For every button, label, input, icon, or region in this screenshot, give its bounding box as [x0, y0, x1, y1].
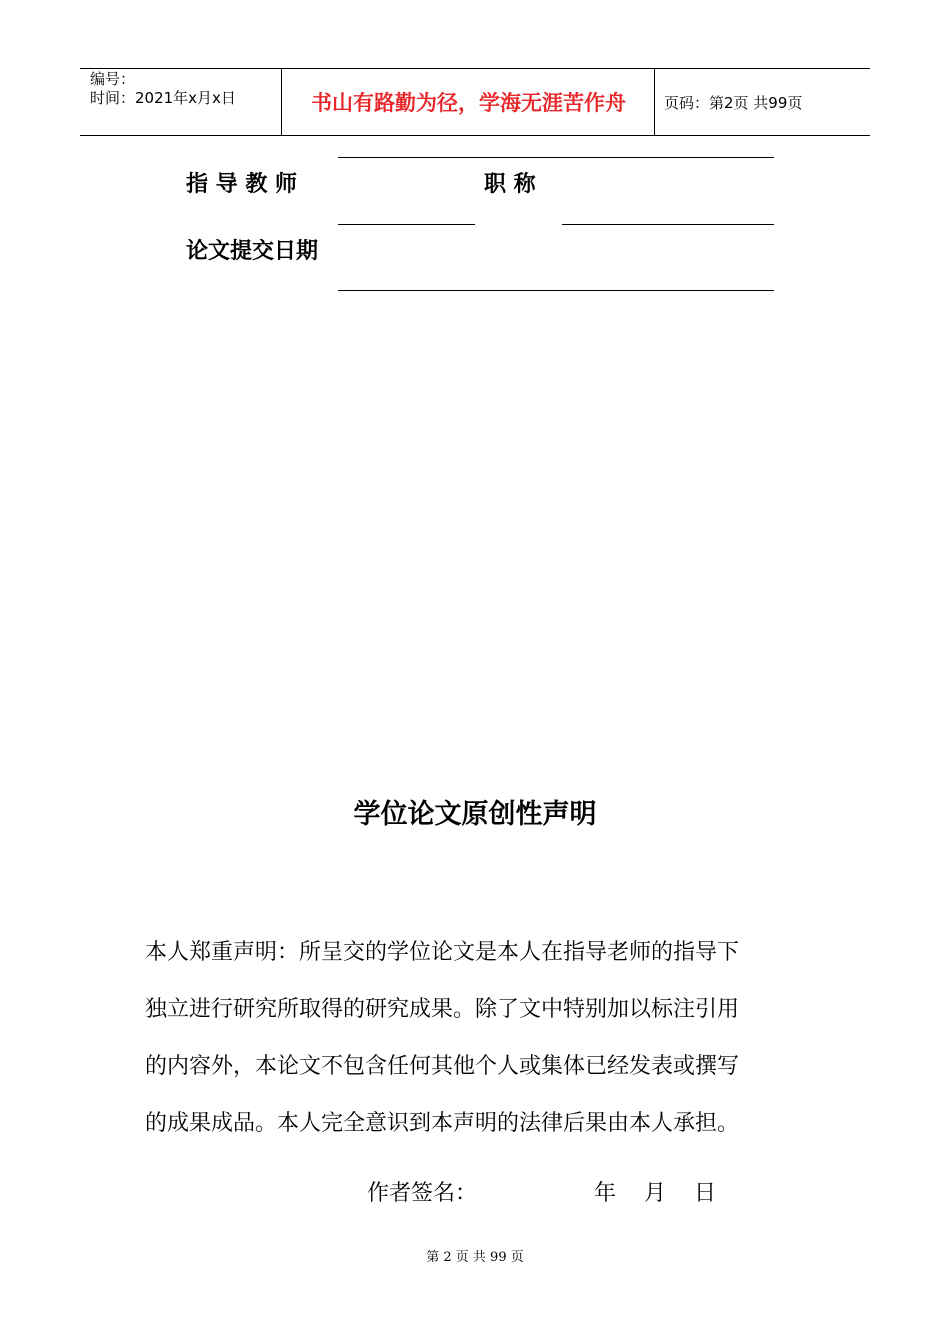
header-time: 时间：2021年x月x日	[90, 89, 236, 107]
signature-label: 作者签名：	[367, 1181, 478, 1206]
page-footer: 第 2 页 共 99 页	[426, 1250, 524, 1265]
submit-date-field[interactable]	[338, 290, 774, 291]
header-motto: 书山有路勤为径，学海无涯苦作舟	[311, 91, 626, 115]
declaration-title: 学位论文原创性声明	[353, 799, 597, 830]
declaration-line: 本人郑重声明：所呈交的学位论文是本人在指导老师的指导下	[145, 940, 740, 965]
advisor-name-field[interactable]	[338, 224, 475, 225]
header-page-number: 页码：第2页 共99页	[664, 94, 803, 112]
advisor-title-field[interactable]	[562, 224, 774, 225]
header-number: 编号：	[90, 70, 136, 88]
advisor-label: 指 导 教 师	[186, 172, 297, 197]
submit-date-label: 论文提交日期	[186, 239, 319, 264]
title-label: 职 称	[484, 172, 536, 197]
declaration-line: 独立进行研究所取得的研究成果。除了文中特别加以标注引用	[145, 997, 740, 1022]
header-meta	[90, 70, 236, 108]
advisor-top-rule	[338, 157, 774, 158]
signature-date: 年 月 日	[594, 1181, 716, 1206]
declaration-body	[145, 924, 810, 1152]
declaration-line: 的内容外，本论文不包含任何其他个人或集体已经发表或撰写	[145, 1054, 740, 1079]
declaration-line: 的成果成品。本人完全意识到本声明的法律后果由本人承担。	[145, 1111, 740, 1136]
